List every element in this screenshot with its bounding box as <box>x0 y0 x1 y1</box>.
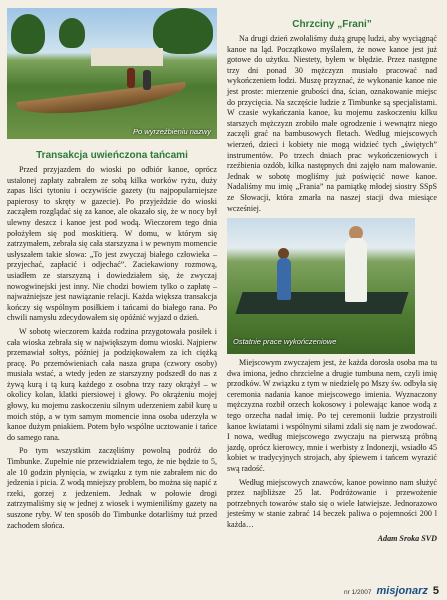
section-title: Chrzciny „Frani” <box>292 19 372 30</box>
page-footer <box>344 585 439 597</box>
issue-number: nr 1/2007 <box>344 589 372 596</box>
finishing-work-photo <box>227 218 415 354</box>
section-title: Transakcja uwieńczona tańcami <box>36 150 188 161</box>
page-number: 5 <box>432 585 439 597</box>
paragraph: Miejscowym zwyczajem jest, że każda dorosła osoba ma tu dwa imiona, jedno chrzcielne a drugie tumbuna nem, czyli imię przodków. W związku z tym w niedzielę po Mszy św. odbyła się ceremonia nadania kanoe miejscowego imienia. Wyznaczony mężczyzna rozbił orzech kokosowy i polewając kanoe wodą z tego orzecha nadał imię. Po tej ceremonii ludzie przystroili kanoe kwiatami i wspólnymi siłami zdali się nam je zwodować. I nowa, według miejscowego zwyczaju na pierwszą próbną jazdę, oprócz kierowcy, mnie i werbisty z Indonezji, wsiadło 45 kobiet w tradycyjnych strojach, aby śpiewem i tańcem wyrazić swą radość. <box>227 358 437 474</box>
left-column <box>7 8 217 534</box>
canoe-carving-photo <box>7 8 217 139</box>
photo-caption: Ostatnie prace wykończeniowe <box>233 337 337 347</box>
paragraph: W sobotę wieczorem każda rodzina przygotowała posiłek i cała wioska zebrała się w największym domu wioski. Najpierw przemawiał sołtys, później ja podziękowałem za ich ciężką pracę. Po przemówieniach cała nasza grupa (czwory osoby) musiała wstać, a wtedy jeden ze starszyzny podszedł do nas z żywą kurą i tą kurą każdego z osobna trzy razy okrążył – w okolicy kolan, klatki piersiowej i głowy. Po okrążeniu mojej głowy, ku mojemu zaskoczeniu silnym uderzeniem zabił kurę u moich stóp, a w tym samym momencie inna osoba uderzyła w kanoe dużym pniakiem. Potem było wspólne ucztowanie i tańce do samego rana. <box>7 326 217 442</box>
author-signature: Adam Sroka SVD <box>377 533 437 543</box>
paragraph: Według miejscowych znawców, kanoe powinno nam służyć przez najbliższe 25 lat. Podróżowanie i przewożenie potrzebnych towarów stało się o wiele łatwiejsze. Jednorazowo jesteśmy w stanie zabrać 14 beczek paliwa o pojemności 200 l każda… <box>227 477 437 529</box>
right-column <box>227 8 437 543</box>
paragraph: Przed przyjazdem do wioski po odbiór kanoe, oprócz ustalonej zapłaty zabrałem ze sobą kilka worków ryżu, duży zapas liści tytoniu i oczywiście gazety (tu najpopularniejsze papierosy to skręty w gazecie). Po przyjeździe do wioski zacząłem rozglądać się za kanoe, ale okazało się, że w nocy był ulewny deszcz i kanoe jest pod wodą. Wieczorem tego dnia położyłem się pod moskitierą. W domu, w którym się zatrzymałem, zebrała się cała starszyzna i w pewnym momencie usłyszałem takie słowa: „To jest zwyczaj białego człowieka – przyjechać, zapłacić i odjechać”. Zaciekawiony rozmową, usiadłem ze starszyzną i dowiedziałem się, że zwyczaj nowogwinejski jest inny. Nie chodzi bowiem tylko o zapłatę – najważniejsze jest nawiązanie relacji. Każda większa transakcja kończy się wspólnym posiłkiem i tańcami do białego rana. Po chwili namysłu zdecydowałem się opóźnić wyjazd o dzień. <box>7 165 217 323</box>
paragraph: Na drugi dzień zwołaliśmy dużą grupę ludzi, aby wyciągnąć kanoe na ląd. Początkowo myślałem, że nowe kanoe jest już gotowe do użytku. Niestety, byłem w błędzie. Przez następne trzy dni ponad 30 mężczyzn musiało pracować nad wykończeniem łodzi. Muszę przyznać, że wykonanie kanoe nie jest proste: mierzenie grubości dna, ścian, oznakowanie miejsc do przycięcia. Na szczęście ludzie z Timbunke są specjalistami. W czasie wykańczania kanoe, ku mojemu zaskoczeniu kilku starszych mężczyzn zrobiło małe ogrodzenie i wewnątrz niego zaczęli grać na bambusowych fletach. Według miejscowych wierzeń, dzieci i kobiety nie mogą widzieć tych „świętych” instrumentów. Po trzech dniach prac wykończeniowych i rzeźbienia ozdób, kilka następnych dni zajęło nam malowanie. Jednak w sobotę mogliśmy już poświęcić nowe kanoe. Nadaliśmy mu imię „Frania” na pamiątkę młodej siostry SSpS ze Słowacji, która zmarła na naszej stacji dwa miesiące wcześniej. <box>227 34 437 213</box>
magazine-logo: misjonarz <box>376 585 428 597</box>
paragraph: Po tym wszystkim zaczęliśmy powolną podróż do Timbunke. Zupełnie nie przewidziałem tego, że nie będzie to 5, ale 10 godzin płynięcia, w związku z tym nie zabrałem nic do jedzenia i picia. Z wodą mniejszy problem, bo można się napić z rzeki, gorzej z jedzeniem. Jednak w połowie drogi zatrzymaliśmy się w jednej z wiosek i wymieniliśmy gazety na suszone ryby. W ten sposób do Timbunke dotarliśmy tuż przed zachodem słońca. <box>7 446 217 530</box>
photo-caption: Po wyrzeźbieniu nazwy <box>133 127 211 136</box>
